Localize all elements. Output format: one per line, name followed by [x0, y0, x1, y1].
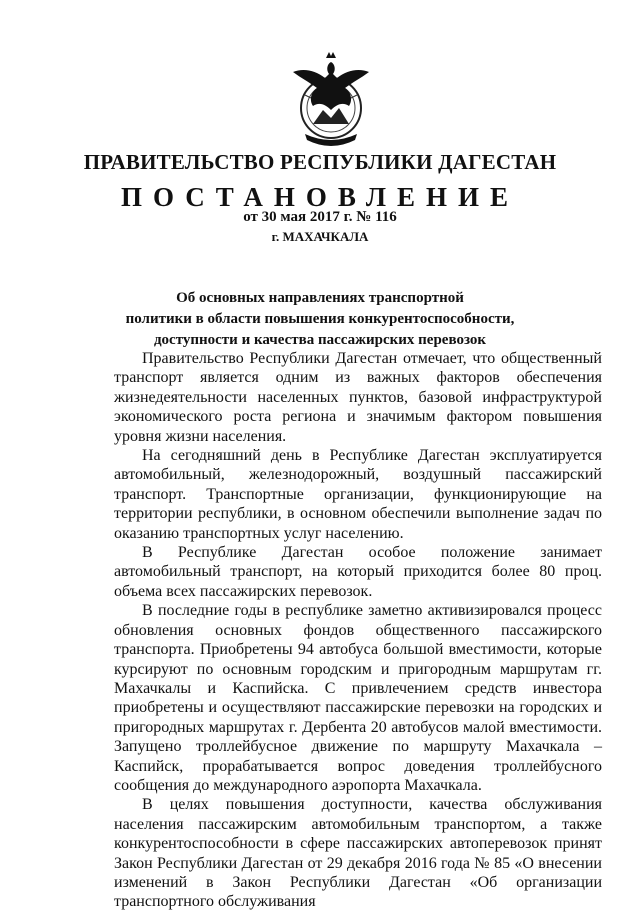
issue-city: г. МАХАЧКАЛА [271, 229, 369, 244]
body-paragraph: В целях повышения доступности, качества обслуживания населения пассажирским автомобильным транспортом, а также конкурентоспособности в сфере пассажирских автоперевозок принят Закон Республики Дагестан от 29 декабря 2016 года № 85 «О внесении изменений в Закон Республики Дагестан «Об организации транспортного обслуживания [114, 796, 602, 911]
body-paragraph: В последние годы в республике заметно активизировался процесс обновления основных фондов общественного пассажирского транспорта. Приобретены 94 автобуса большой вместимости, которые курсируют по основным городским и пригородным маршрутам гг. Махачкалы и Каспийска. С привлечением средств инвестора приобретены и осуществляют пассажирские перевозки на городских и пригородных маршрутах г. Дербента 20 автобусов малой вместимости. Запущено троллейбусное движение по маршруту Махачкала – Каспийск, прорабатывается вопрос доведения троллейбусного сообщения до международного аэропорта Махачкала. [114, 602, 602, 794]
decree-subject [0, 288, 640, 351]
body-paragraph: Правительство Республики Дагестан отмечает, что общественный транспорт является одним из важных факторов обеспечения жизнедеятельности населенных пунктов, базовой инфраструктурой экономического роста региона и значимым фактором повышения уровня жизни населения. [114, 350, 602, 445]
subject-line: политики в области повышения конкурентоспособности, [125, 311, 515, 327]
body-paragraph: В Республике Дагестан особое положение занимает автомобильный транспорт, на который приходится более 80 проц. объема всех пассажирских перевозок. [114, 544, 602, 600]
subject-line: доступности и качества пассажирских перевозок [153, 332, 487, 348]
subject-line: Об основных направлениях транспортной [176, 290, 464, 306]
government-title: ПРАВИТЕЛЬСТВО РЕСПУБЛИКИ ДАГЕСТАН [83, 150, 557, 174]
dagestan-coat-of-arms-icon [285, 48, 377, 148]
decree-body [114, 349, 602, 912]
document-type-title: ПОСТАНОВЛЕНИЕ [120, 182, 520, 212]
body-paragraph: На сегодняшний день в Республике Дагестан эксплуатируется автомобильный, железнодорожный, воздушный пассажирский транспорт. Транспортные организации, функционирующие на территории республики, в основном обеспечили выполнение задач по оказанию транспортных услуг населению. [114, 447, 602, 542]
decree-date-number: от 30 мая 2017 г. № 116 [243, 209, 397, 225]
